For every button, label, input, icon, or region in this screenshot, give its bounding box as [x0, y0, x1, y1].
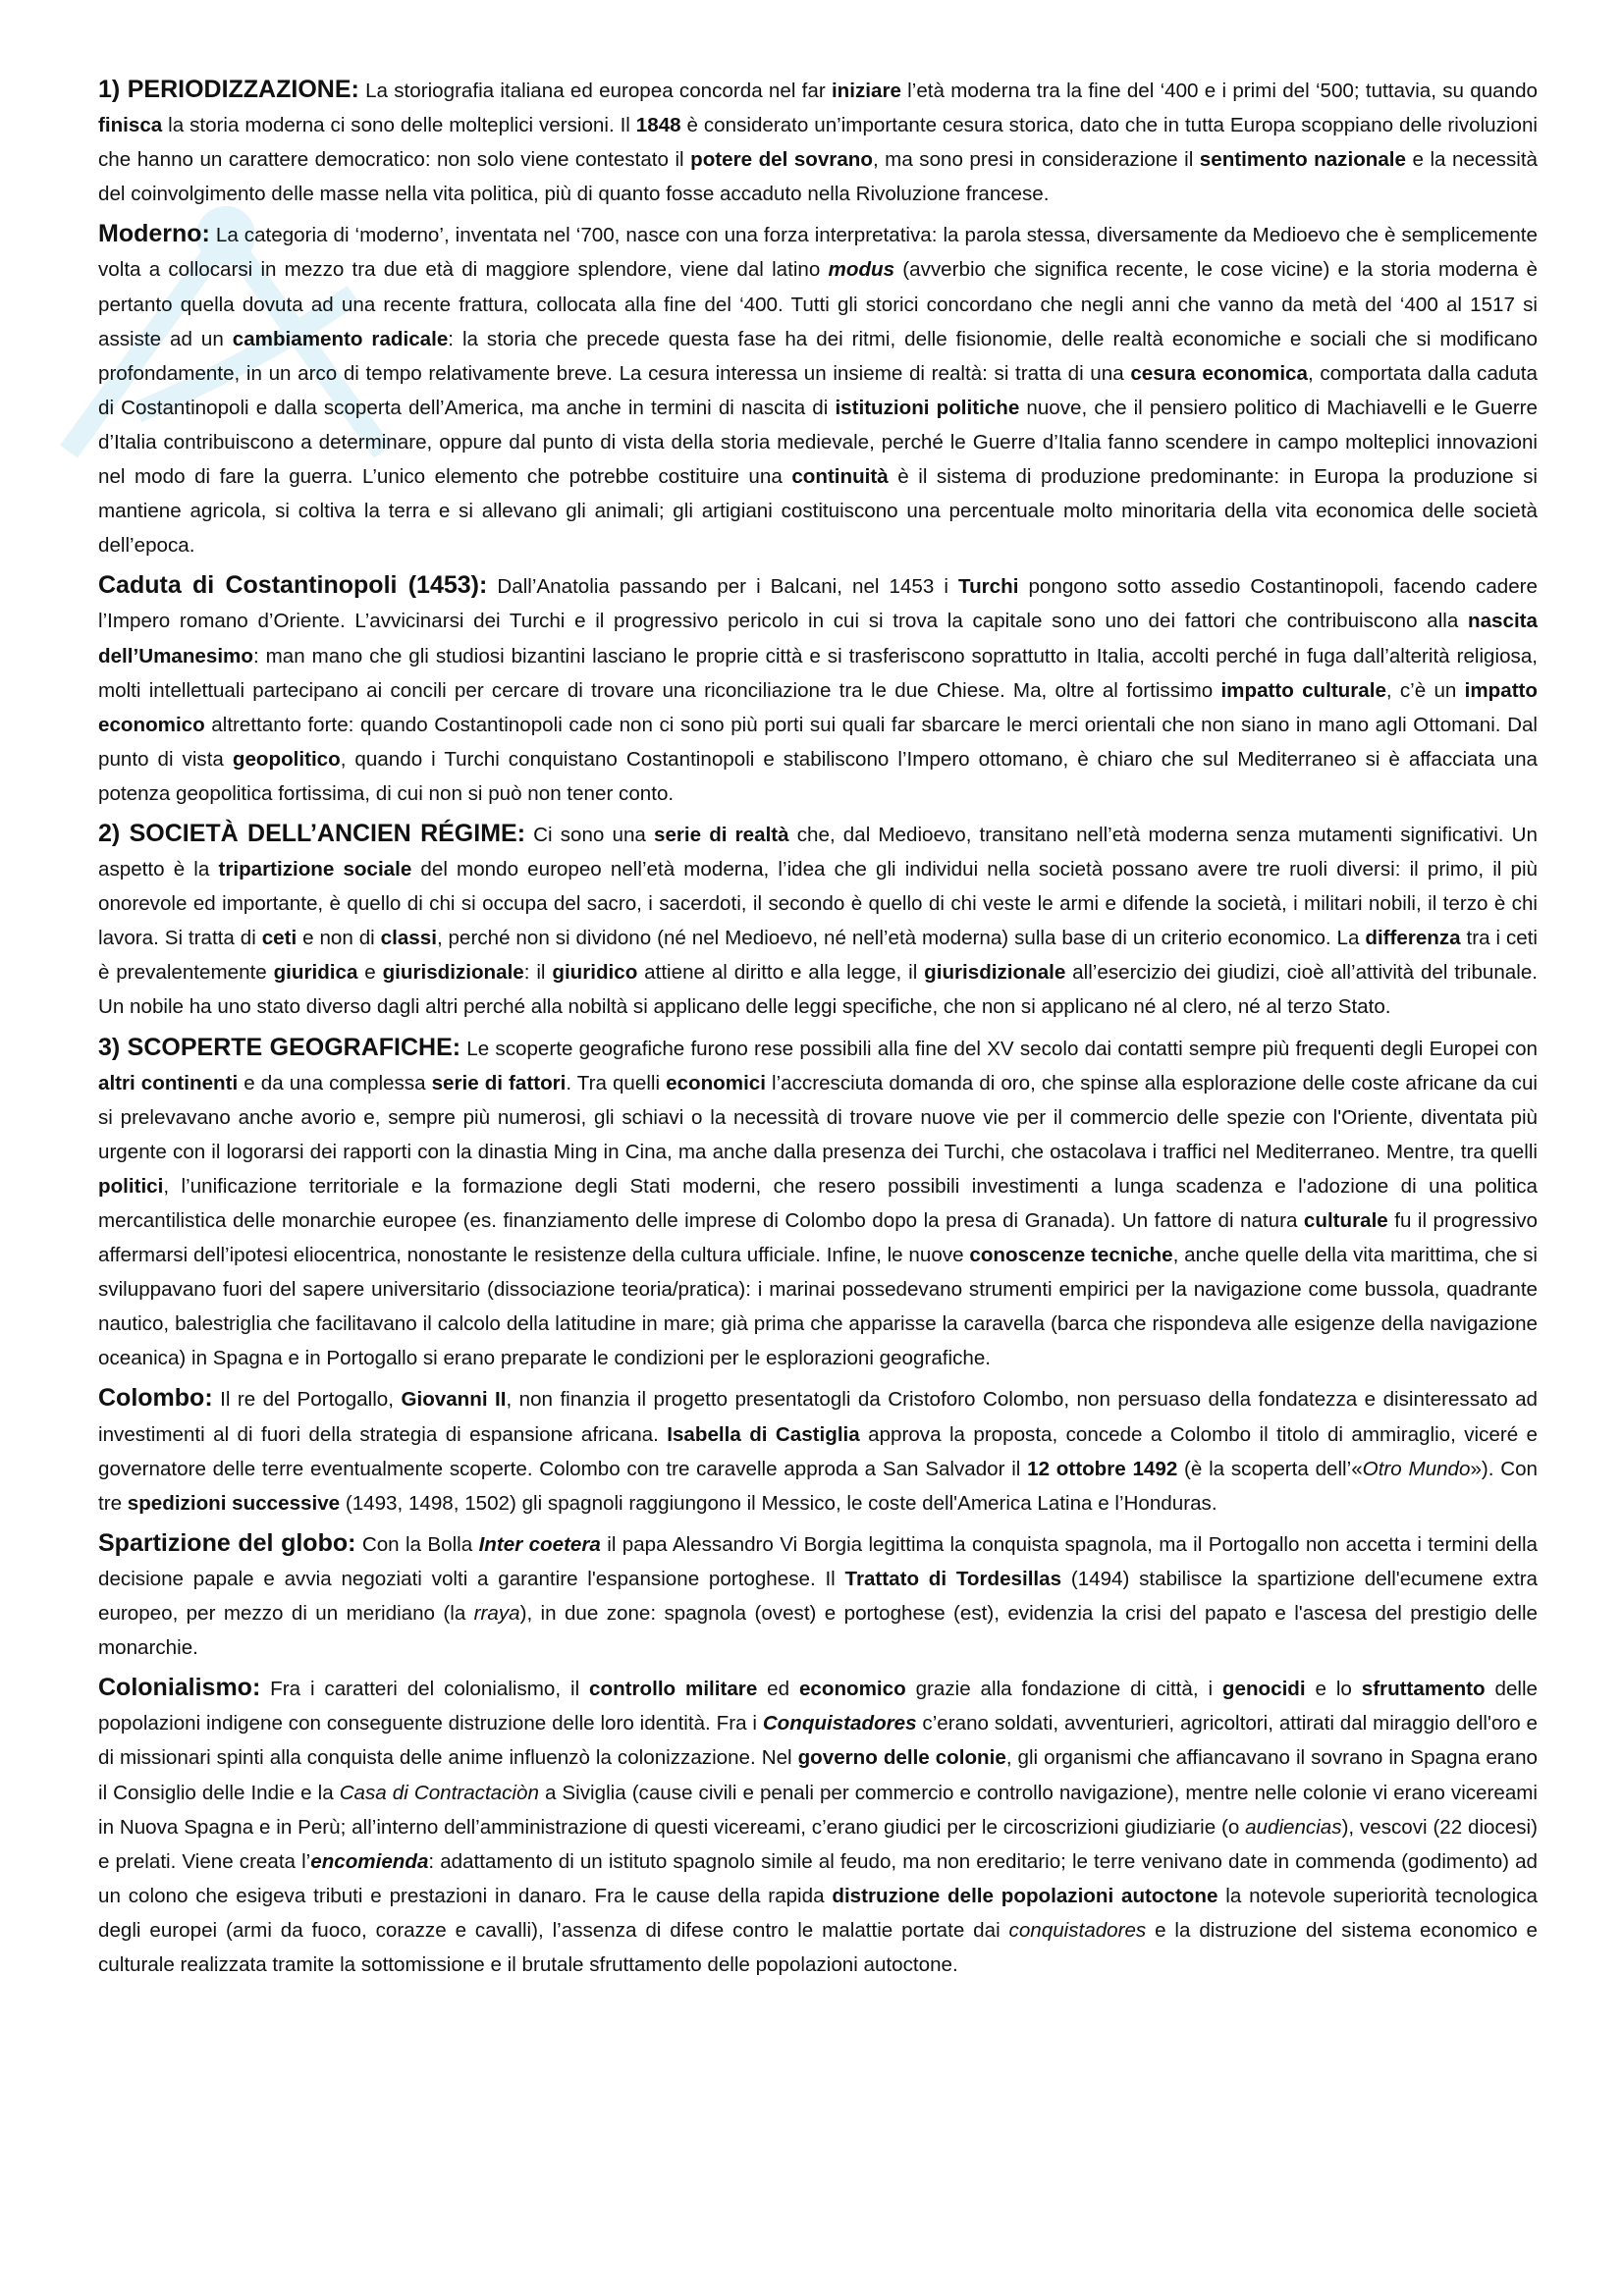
bold-term: iniziare	[831, 80, 901, 102]
body-text: del mondo europeo nell’età moderna, l’idea che gli individui nella società possano avere tre ruoli diversi: il primo, il più onorevole ed importante, è quello di chi si occupa del sacro, i sacerdoti, il secondo è quello di chi veste le armi e difende la società, i militari nobili, il terzo è chi lavora. Si tratta di	[98, 858, 1538, 950]
section-periodizzazione	[98, 73, 1538, 211]
section-heading: Spartizione del globo:	[98, 1528, 356, 1557]
bold-term: spedizioni successive	[127, 1491, 341, 1515]
body-text: , ma sono presi in considerazione il	[872, 148, 1200, 172]
section-heading: Caduta di Costantinopoli (1453):	[98, 571, 488, 600]
body-text: Dall’Anatolia passando per i Balcani, nel 1453 i	[487, 575, 959, 599]
body-text: (avverbio che significa recente, le cose vicine) e la storia moderna è pertanto quella dovuta ad una recente frattura, collocata alla fine del ‘400. Tutti gli storici concordano che negli anni che vanno da metà del ‘400 al 1517 si assiste ad un	[98, 258, 1538, 350]
body-text: approva la proposta, concede a Colombo il titolo di ammiraglio, viceré e governatore delle terre eventualmente scoperte. Colombo con tre caravelle approda a San Salvador il	[98, 1422, 1538, 1480]
bold-italic-term: Conquistadores	[762, 1712, 917, 1735]
body-text: tra i ceti è prevalentemente	[98, 927, 1539, 985]
bold-term: controllo militare	[589, 1678, 758, 1701]
bold-term: giurisdizionale	[924, 961, 1066, 985]
body-text: : adattamento di un istituto spagnolo simile al feudo, ma non ereditario; le terre venivano date in commenda (godimento) ad un colono che esigeva tributi e prestazioni in danaro. Fra le cause della rapida	[98, 1849, 1539, 1907]
body-text: fu il progressivo affermarsi dell’ipotesi eliocentrica, nonostante le resistenze della cultura ufficiale. Infine, le nuove	[98, 1209, 1538, 1267]
body-text: , non finanzia il progetto presentatogli da Cristoforo Colombo, non persuaso della fondatezza e disinteressato ad investimenti al di fuori della strategia di espansione africana.	[98, 1388, 1539, 1446]
bold-italic-term: Inter coetera	[478, 1532, 601, 1556]
body-text: e non di	[297, 927, 381, 950]
body-text: è considerato un’importante cesura storica, dato che in tutta Europa scoppiano delle rivoluzioni che hanno un carattere democratico: non solo viene contestato il	[98, 114, 1538, 172]
body-text: e da una complessa	[238, 1071, 432, 1095]
body-text: l’età moderna tra la fine del ‘400 e i primi del ‘500; tuttavia, su quando	[900, 80, 1538, 102]
bold-term: genocidi	[1221, 1678, 1306, 1701]
body-text: , perché non si dividono (né nel Medioevo, né nell’età moderna) sulla base di un criterio economico. La	[436, 927, 1366, 950]
bold-term: sentimento nazionale	[1199, 148, 1406, 172]
section-heading: 2) SOCIETÀ DELL’ANCIEN RÉGIME:	[98, 819, 526, 847]
body-text: è il sistema di produzione predominante: in Europa la produzione si mantiene agricola, si coltiva la terra e si allevano gli animali; gli artigiani costituiscono una percentuale molto minoritaria della vita economica delle società dell’epoca.	[98, 465, 1538, 558]
body-text: (è la scoperta dell’«	[1177, 1457, 1363, 1480]
body-text: delle popolazioni indigene con conseguente distruzione delle loro identità. Fra i	[98, 1678, 1539, 1735]
body-text: a Siviglia (cause civili e penali per commercio e controllo navigazione), mentre nelle colonie vi erano vicereami in Nuova Spagna e in Perù; all’interno dell’amministrazione di questi vicereami, c’erano giudici per le circoscrizioni giudiziarie (o	[98, 1781, 1539, 1839]
bold-term: culturale	[1303, 1209, 1388, 1232]
bold-term: governo delle colonie	[797, 1746, 1006, 1770]
italic-term: rraya	[473, 1602, 520, 1626]
body-text: il papa Alessandro Vi Borgia legittima la conquista spagnola, ma il Portogallo non accetta i termini della decisione papale e avvia negoziati volti a garantire l'espansione portoghese. Il	[98, 1532, 1538, 1590]
section-spartizione	[98, 1526, 1538, 1665]
bold-italic-term: modus	[828, 258, 895, 282]
section-moderno	[98, 217, 1538, 562]
bold-term: impatto economico	[98, 678, 1538, 736]
section-costantinopoli	[98, 568, 1538, 811]
body-text: Il re del Portogallo,	[212, 1388, 402, 1412]
bold-term: Isabella di Castiglia	[667, 1422, 860, 1446]
section-colombo	[98, 1381, 1538, 1520]
body-text: : il	[523, 961, 553, 985]
body-text: Con la Bolla	[355, 1532, 479, 1556]
body-text: che, dal Medioevo, transitano nell’età moderna senza mutamenti significativi. Un aspetto è la	[98, 823, 1538, 881]
section-colonialismo	[98, 1671, 1538, 1982]
bold-term: tripartizione sociale	[218, 858, 412, 881]
bold-term: istituzioni politiche	[835, 396, 1020, 419]
body-text: : man mano che gli studiosi bizantini lasciano le proprie città e si trasferiscono soprattutto in Italia, accolti perché in fuga dall’alterità religiosa, molti intellettuali partecipano ai concili per cercare di trovare una riconciliazione tra le due Chiese. Ma, oltre al fortissimo	[98, 644, 1538, 702]
bold-italic-term: encomienda	[310, 1849, 429, 1873]
body-text: all’esercizio dei giudizi, cioè all’attività del tribunale. Un nobile ha uno stato diverso dagli altri perché alla nobiltà si applicano delle leggi specifiche, che non si applicano né al clero, né al terzo Stato.	[98, 961, 1539, 1019]
body-text: la notevole superiorità tecnologica degli europei (armi da fuoco, corazze e cavalli), l’assenza di difese contro le malattie portate dai	[98, 1884, 1538, 1942]
italic-term: Casa di Contractaciòn	[339, 1781, 539, 1804]
body-text: . Tra quelli	[566, 1071, 667, 1095]
section-heading: Colombo:	[98, 1384, 213, 1413]
body-text: , l’unificazione territoriale e la formazione degli Stati moderni, che resero possibili investimenti a lunga scadenza e l'adozione di una politica mercantilistica delle monarchie europee (es. finanziamento delle imprese di Colombo dopo la presa di Granada). Un fattore di natura	[98, 1174, 1538, 1232]
section-heading: 3) SCOPERTE GEOGRAFICHE:	[98, 1033, 461, 1061]
body-text: ), vescovi (22 diocesi) e prelati. Viene creata l’	[98, 1815, 1538, 1873]
italic-term: audiencias	[1245, 1815, 1342, 1839]
body-text: Le scoperte geografiche furono rese possibili alla fine del XV secolo dai contatti sempre più frequenti degli Europei con	[460, 1037, 1538, 1060]
bold-term: politici	[98, 1174, 164, 1198]
bold-term: 1848	[635, 114, 681, 137]
bold-term: nascita dell’Umanesimo	[98, 610, 1538, 667]
body-text: , anche quelle della vita marittima, che si sviluppavano fuori del sapere universitario (dissociazione teoria/pratica): i marinai possedevano strumenti empirici per la navigazione come bussola, quadrante nautico, balestriglia che facilitavano il calcolo della latitudine in mare; già prima che apparisse la caravella (barca che rispondeva alle esigenze della navigazione oceanica) in Spagna e in Portogallo si erano preparate le condizioni per le esplorazioni geografiche.	[98, 1244, 1539, 1370]
bold-term: potere del sovrano	[690, 148, 873, 172]
body-text: attiene al diritto e alla legge, il	[637, 961, 925, 985]
body-text: altrettanto forte: quando Costantinopoli cade non ci sono più porti sui quali far sbarcare le merci orientali che non siano in mano agli Ottomani. Dal punto di vista	[98, 713, 1538, 771]
section-heading: Moderno:	[98, 220, 210, 248]
bold-term: giuridica	[273, 961, 358, 985]
bold-term: giurisdizionale	[382, 961, 524, 985]
bold-term: Turchi	[958, 575, 1019, 599]
bold-term: continuità	[791, 465, 889, 489]
bold-term: conoscenze tecniche	[969, 1244, 1173, 1267]
section-heading: Colonialismo:	[98, 1674, 261, 1702]
bold-term: classi	[380, 927, 437, 950]
body-text: ), in due zone: spagnola (ovest) e portoghese (est), evidenzia la crisi del papato e l'ascesa del prestigio delle monarchie.	[98, 1602, 1538, 1660]
italic-term: conquistadores	[1008, 1918, 1147, 1942]
bold-term: cambiamento radicale	[232, 327, 449, 350]
body-text: e lo	[1305, 1678, 1362, 1701]
body-text: (1493, 1498, 1502) gli spagnoli raggiungono il Messico, le coste dell'America Latina e l’Honduras.	[340, 1491, 1217, 1515]
body-text: la storia moderna ci sono delle molteplici versioni. Il	[162, 114, 636, 137]
italic-term: Otro Mundo	[1362, 1457, 1471, 1480]
bold-term: Trattato di Tordesillas	[844, 1567, 1062, 1590]
body-text: Fra i caratteri del colonialismo, il	[260, 1678, 590, 1701]
body-text: La categoria di ‘moderno’, inventata nel ‘700, nasce con una forza interpretativa: la parola stessa, diversamente da Medioevo che è semplicemente volta a collocarsi in mezzo tra due età di maggiore splendore, viene dal latino	[98, 224, 1538, 282]
body-text: e	[357, 961, 383, 985]
body-text: , quando i Turchi conquistano Costantinopoli e stabiliscono l’Impero ottomano, è chiaro che sul Mediterraneo si è affacciata una potenza geopolitica fortissima, di cui non si può non tener conto.	[98, 747, 1538, 805]
bold-term: distruzione delle popolazioni autoctone	[832, 1884, 1218, 1907]
bold-term: 12 ottobre 1492	[1027, 1457, 1178, 1480]
bold-term: ceti	[261, 927, 298, 950]
body-text: La storiografia italiana ed europea concorda nel far	[358, 80, 832, 102]
body-text: : la storia che precede questa fase ha dei ritmi, delle fisionomie, delle realtà economiche e sociali che si modificano profondamente, in un arco di tempo relativamente breve. La cesura interessa un insieme di realtà: si tratta di una	[98, 327, 1538, 385]
bold-term: economici	[666, 1071, 766, 1095]
document-page	[98, 73, 1538, 1988]
bold-term: impatto culturale	[1220, 678, 1386, 702]
bold-term: differenza	[1365, 927, 1461, 950]
body-text: nuove, che il pensiero politico di Machiavelli e le Guerre d’Italia contribuiscono a determinare, oppure dal punto di vista della storia medievale, perché le Guerre d’Italia fanno scendere in campo molteplici innovazioni nel modo di fare la guerra. L’unico elemento che potrebbe costituire una	[98, 396, 1538, 489]
body-text: e la distruzione del sistema economico e culturale realizzata tramite la sottomissione e il brutale sfruttamento delle popolazioni autoctone.	[98, 1918, 1538, 1976]
body-text: grazie alla fondazione di città, i	[905, 1678, 1222, 1701]
bold-term: sfruttamento	[1361, 1678, 1486, 1701]
body-text: c’erano soldati, avventurieri, agricoltori, attirati dal miraggio dell'oro e di missionari spinti alla conquista delle anime influenzò la colonizzazione. Nel	[98, 1712, 1538, 1770]
body-text: e la necessità del coinvolgimento delle masse nella vita politica, più di quanto fosse accaduto nella Rivoluzione francese.	[98, 148, 1538, 206]
bold-term: geopolitico	[232, 747, 341, 771]
body-text: Ci sono una	[525, 823, 654, 846]
section-scoperte	[98, 1031, 1538, 1376]
bold-term: giuridico	[552, 961, 638, 985]
section-ancien-regime	[98, 817, 1538, 1025]
body-text: , gli organismi che affiancavano il sovrano in Spagna erano il Consiglio delle Indie e la	[98, 1746, 1539, 1804]
bold-term: Giovanni II	[401, 1388, 507, 1412]
body-text: (1494) stabilisce la spartizione dell'ecumene extra europeo, per mezzo di un meridiano (la	[98, 1567, 1539, 1626]
bold-term: finisca	[98, 114, 163, 137]
body-text: , comportata dalla caduta di Costantinopoli e dalla scoperta dell’America, ma anche in termini di nascita di	[98, 361, 1538, 419]
section-heading: 1) PERIODIZZAZIONE:	[98, 76, 359, 103]
bold-term: economico	[798, 1678, 906, 1701]
bold-term: cesura economica	[1130, 361, 1308, 385]
bold-term: serie di realtà	[654, 823, 789, 846]
body-text: »). Con tre	[98, 1457, 1538, 1515]
body-text: pongono sotto assedio Costantinopoli, facendo cadere l’Impero romano d’Oriente. L’avvicinarsi dei Turchi e il progressivo pericolo in cui si trova la capitale sono uno dei fattori che contribuiscono alla	[98, 575, 1538, 633]
body-text: , c’è un	[1385, 678, 1465, 702]
body-text: ed	[757, 1678, 799, 1701]
body-text: l’accresciuta domanda di oro, che spinse alla esplorazione delle coste africane da cui si prelevavano anche avorio e, sempre più numerosi, gli schiavi o la necessità di trovare nuove vie per il commercio delle spezie con l'Oriente, diventata più urgente con il logorarsi dei rapporti con la dinastia Ming in Cina, ma anche dalla presenza dei Turchi, che ostacolava i traffici nel Mediterraneo. Mentre, tra quelli	[98, 1071, 1539, 1163]
bold-term: altri continenti	[98, 1071, 239, 1095]
bold-term: serie di fattori	[431, 1071, 567, 1095]
